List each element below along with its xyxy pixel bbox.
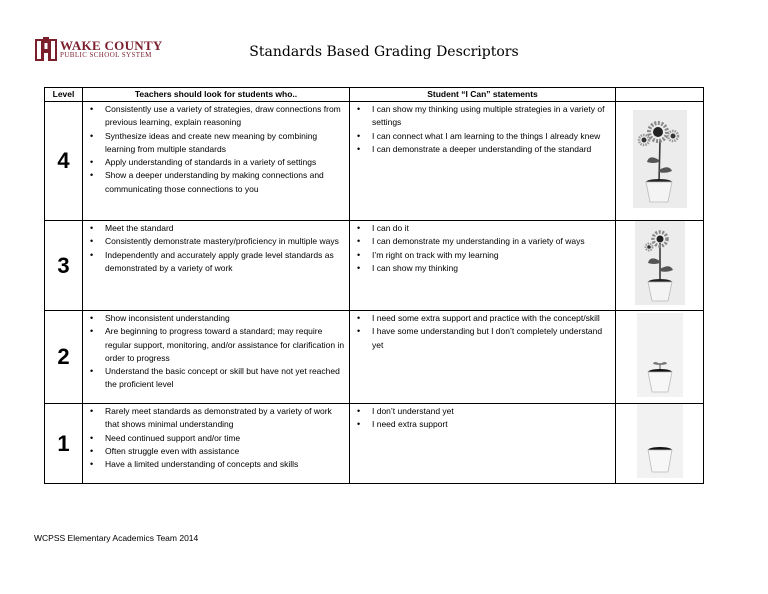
list-item: • I can show my thinking using multiple strategies in a variety of settings [350,103,611,130]
list-item: • I can do it [350,222,611,235]
list-item: • Independently and accurately apply grade level standards as demonstrated by a variety of work [83,249,345,276]
list-item: • I don’t understand yet [350,405,611,418]
list-item: • I need some extra support and practice with the concept/skill [350,312,611,325]
column-header-student: Student “I Can” statements [350,88,616,102]
image-cell [616,102,704,221]
student-statements [350,404,616,484]
list-item: • I can connect what I am learning to the things I already knew [350,130,611,143]
list-item: • I have some understanding but I don’t completely understand yet [350,325,611,352]
teacher-descriptors [83,311,350,404]
list-item: • Need continued support and/or time [83,432,345,445]
list-item: • Show inconsistent understanding [83,312,345,325]
image-cell [616,404,704,484]
potted-sunflower-growing-icon [635,221,685,305]
list-item: • Apply understanding of standards in a variety of settings [83,156,345,169]
level-number: 2 [45,311,83,404]
table-row [45,221,704,311]
teacher-descriptors [83,221,350,311]
page-title: Standards Based Grading Descriptors [249,44,519,60]
image-cell [616,221,704,311]
header-row [45,88,704,102]
footer-credit: WCPSS Elementary Academics Team 2014 [34,533,199,543]
list-item: • I can demonstrate my understanding in a variety of ways [350,235,611,248]
student-statements [350,311,616,404]
teacher-descriptors [83,102,350,221]
logo-line2: PUBLIC SCHOOL SYSTEM [60,51,152,59]
list-item: • Understand the basic concept or skill but have not yet reached the proficient level [83,365,345,392]
table-row [45,102,704,221]
list-item: • I’m right on track with my learning [350,249,611,262]
list-item: • Synthesize ideas and create new meaning by combining learning from multiple standards [83,130,345,157]
teacher-descriptors [83,404,350,484]
potted-sunflower-full-bloom-icon [633,110,687,208]
list-item: • Consistently use a variety of strategies, draw connections from previous learning, explain reasoning [83,103,345,130]
student-statements [350,102,616,221]
level-number: 3 [45,221,83,311]
column-header-image [616,88,704,102]
column-header-teacher: Teachers should look for students who.. [83,88,350,102]
student-statements [350,221,616,311]
level-number: 1 [45,404,83,484]
table-row [45,404,704,484]
empty-pot-with-soil-icon [637,404,683,478]
level-number: 4 [45,102,83,221]
list-item: • Meet the standard [83,222,345,235]
list-item: • Show a deeper understanding by making connections and communicating those connections to you [83,169,345,196]
list-item: • I need extra support [350,418,611,431]
list-item: • Often struggle even with assistance [83,445,345,458]
image-cell [616,311,704,404]
list-item: • Rarely meet standards as demonstrated by a variety of work that shows minimal understanding [83,405,345,432]
logo-line1: WAKE COUNTY [60,38,163,53]
list-item: • Consistently demonstrate mastery/proficiency in multiple ways [83,235,345,248]
pot-with-sprout-icon [637,313,683,397]
column-header-level: Level [45,88,83,102]
list-item: • I can show my thinking [350,262,611,275]
list-item: • Have a limited understanding of concepts and skills [83,458,345,471]
list-item: • I can demonstrate a deeper understanding of the standard [350,143,611,156]
list-item: • Are beginning to progress toward a standard; may require regular support, monitoring, and/or assistance for clarification in order to progress [83,325,345,365]
grading-table [44,87,704,484]
table-row [45,311,704,404]
